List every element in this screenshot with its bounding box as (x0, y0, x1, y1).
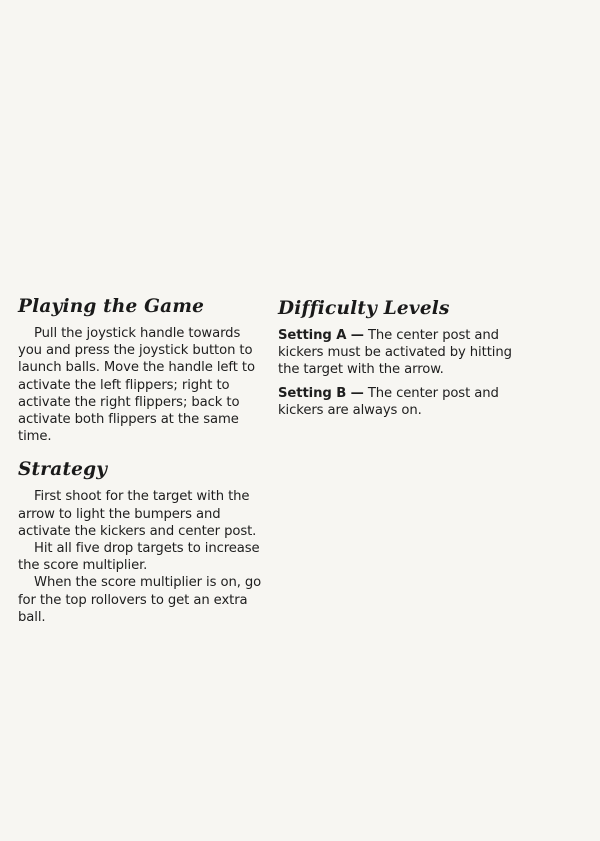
difficulty-levels-section (278, 298, 528, 419)
setting-a-text: The center post and kickers must be activated by hitting the target with the arrow. (278, 328, 512, 378)
setting-b-paragraph (278, 385, 528, 419)
setting-a-label: Setting A — (278, 328, 364, 343)
strategy-paragraph-2: Hit all five drop targets to increase the score multiplier. (18, 541, 260, 574)
setting-b-text: The center post and kickers are always on. (278, 385, 499, 418)
strategy-paragraph-3: When the score multiplier is on, go for the top rollovers to get an extra ball. (18, 575, 262, 625)
playing-the-game-heading: Playing the Game (18, 296, 205, 317)
difficulty-levels-heading: Difficulty Levels (278, 298, 450, 319)
strategy-paragraph-1: First shoot for the target with the arrow to light the bumpers and activate the kickers and center post. (18, 489, 257, 539)
strategy-heading: Strategy (18, 459, 108, 481)
setting-a-paragraph (278, 327, 528, 379)
playing-the-game-paragraph: Pull the joystick handle towards you and press the joystick button to launch balls. Move the handle left to activate the left flippers; right to activate the right flippers; back to activate both flippers at the same time. (18, 326, 255, 445)
playing-the-game-section (18, 296, 268, 445)
setting-b-label: Setting B — (278, 385, 364, 401)
left-column (18, 296, 268, 626)
right-column (278, 298, 528, 425)
strategy-section (18, 459, 268, 626)
